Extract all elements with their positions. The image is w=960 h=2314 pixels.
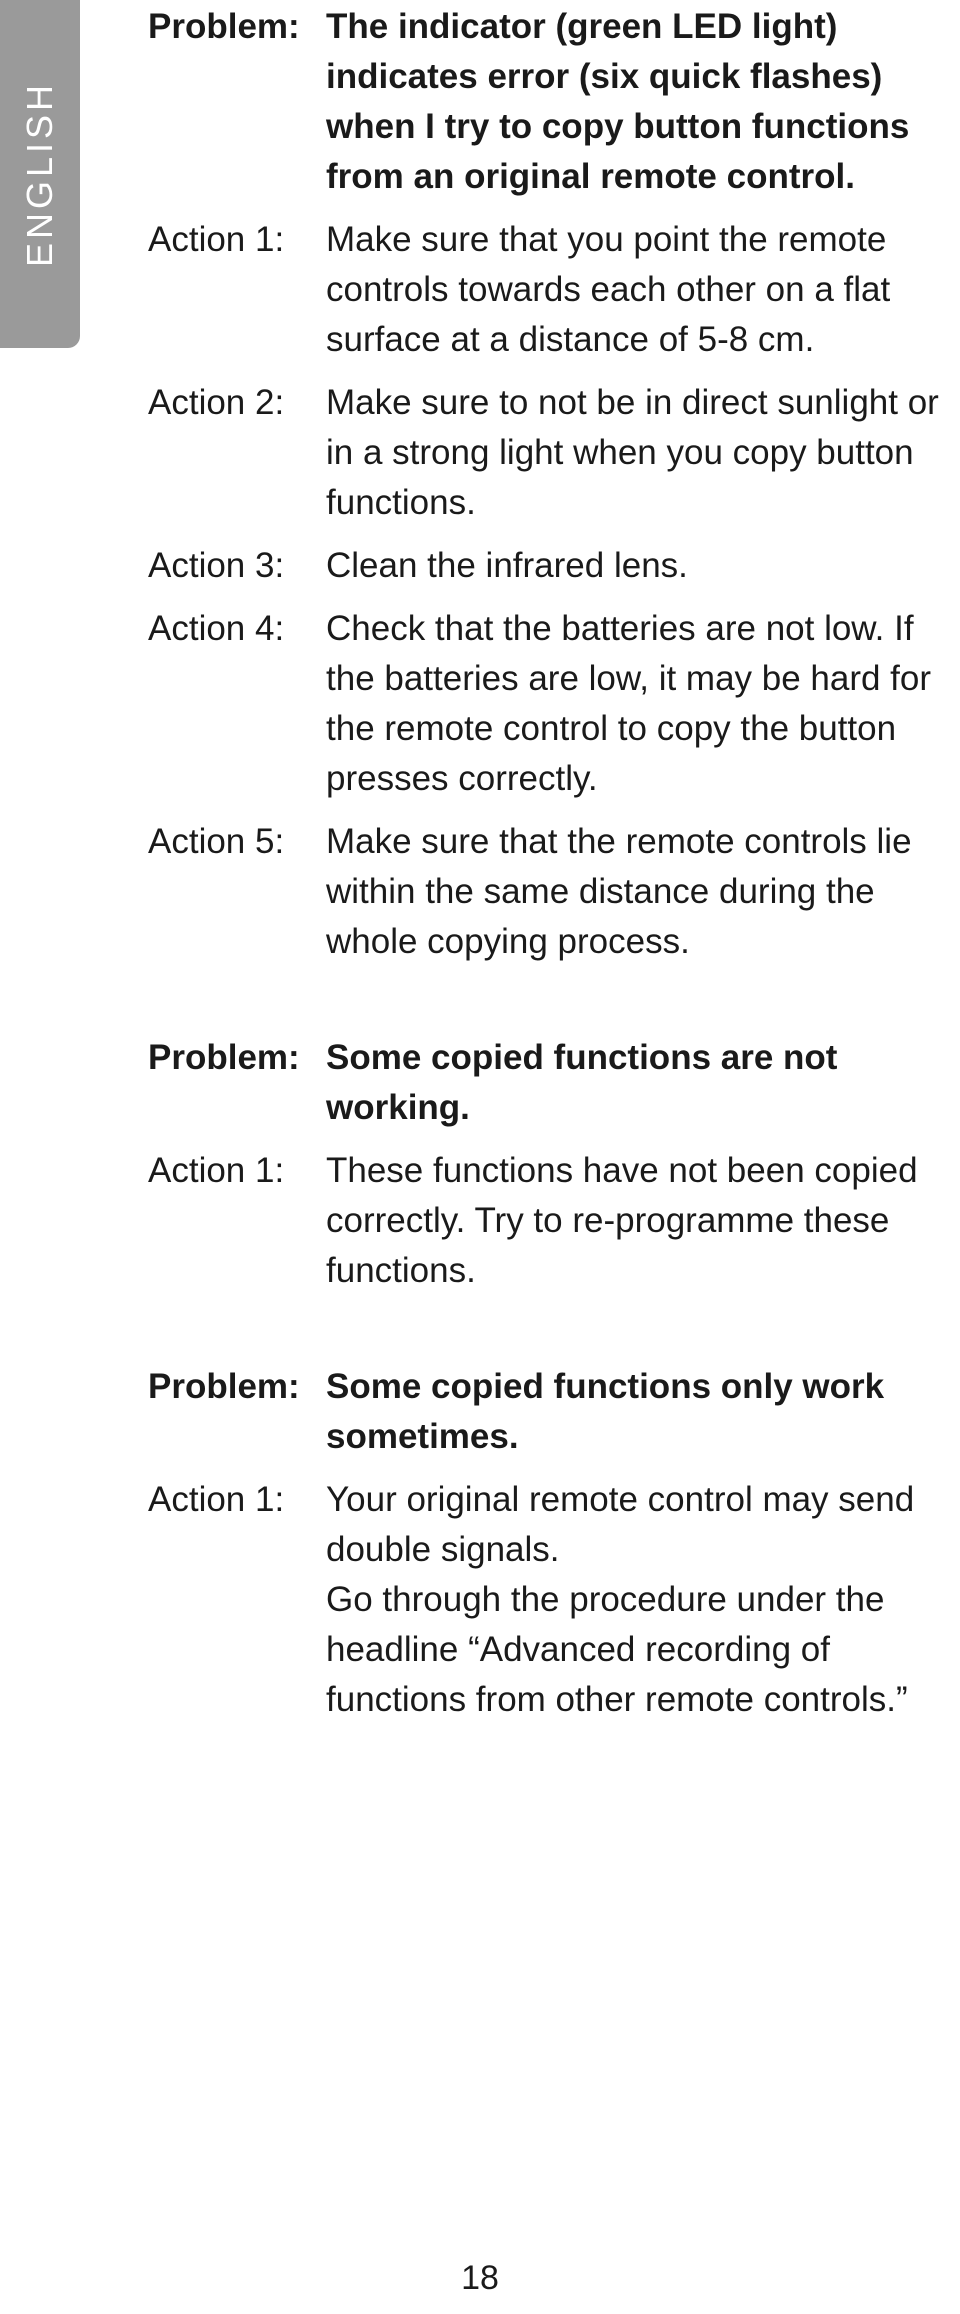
problem-row [148, 1033, 948, 1133]
troubleshooting-content [148, 2, 948, 1738]
action-label: Action 4: [148, 609, 285, 648]
action-row [148, 604, 948, 804]
action-label: Action 1: [148, 1151, 285, 1190]
action-label: Action 5: [148, 822, 285, 861]
action-label: Action 3: [148, 546, 285, 585]
action-text: Check that the batteries are not low. If the batteries are low, it may be hard for the remote control to copy the button presses correctly. [326, 609, 932, 798]
problem-row [148, 1362, 948, 1462]
problem-text: Some copied functions only work sometimes. [326, 1367, 885, 1456]
problem-block [148, 2, 948, 967]
action-text: Your original remote control may send double signals. Go through the procedure under the headline “Advanced recording of functions from other remote controls.” [326, 1480, 915, 1719]
action-label: Action 1: [148, 1480, 285, 1519]
problem-row [148, 2, 948, 202]
action-label: Action 2: [148, 383, 285, 422]
action-row [148, 817, 948, 967]
problem-block [148, 1362, 948, 1725]
action-row [148, 215, 948, 365]
action-row [148, 541, 948, 591]
problem-block [148, 1033, 948, 1296]
action-text: Make sure to not be in direct sunlight or in a strong light when you copy button functions. [326, 383, 939, 522]
action-label: Action 1: [148, 220, 285, 259]
problem-label: Problem: [148, 1038, 300, 1077]
problem-label: Problem: [148, 1367, 300, 1406]
action-row [148, 1146, 948, 1296]
action-text: Clean the infrared lens. [326, 546, 688, 585]
action-row [148, 378, 948, 528]
action-row [148, 1475, 948, 1725]
problem-label: Problem: [148, 7, 300, 46]
language-tab [0, 0, 80, 348]
action-text: Make sure that the remote controls lie within the same distance during the whole copying process. [326, 822, 912, 961]
problem-text: Some copied functions are not working. [326, 1038, 838, 1127]
action-text: These functions have not been copied correctly. Try to re-programme these functions. [326, 1151, 918, 1290]
action-text: Make sure that you point the remote controls towards each other on a flat surface at a distance of 5-8 cm. [326, 220, 891, 359]
language-label: ENGLISH [19, 80, 60, 268]
problem-text: The indicator (green LED light) indicates error (six quick flashes) when I try to copy button functions from an original remote control. [326, 7, 910, 196]
page-number: 18 [461, 2259, 499, 2297]
